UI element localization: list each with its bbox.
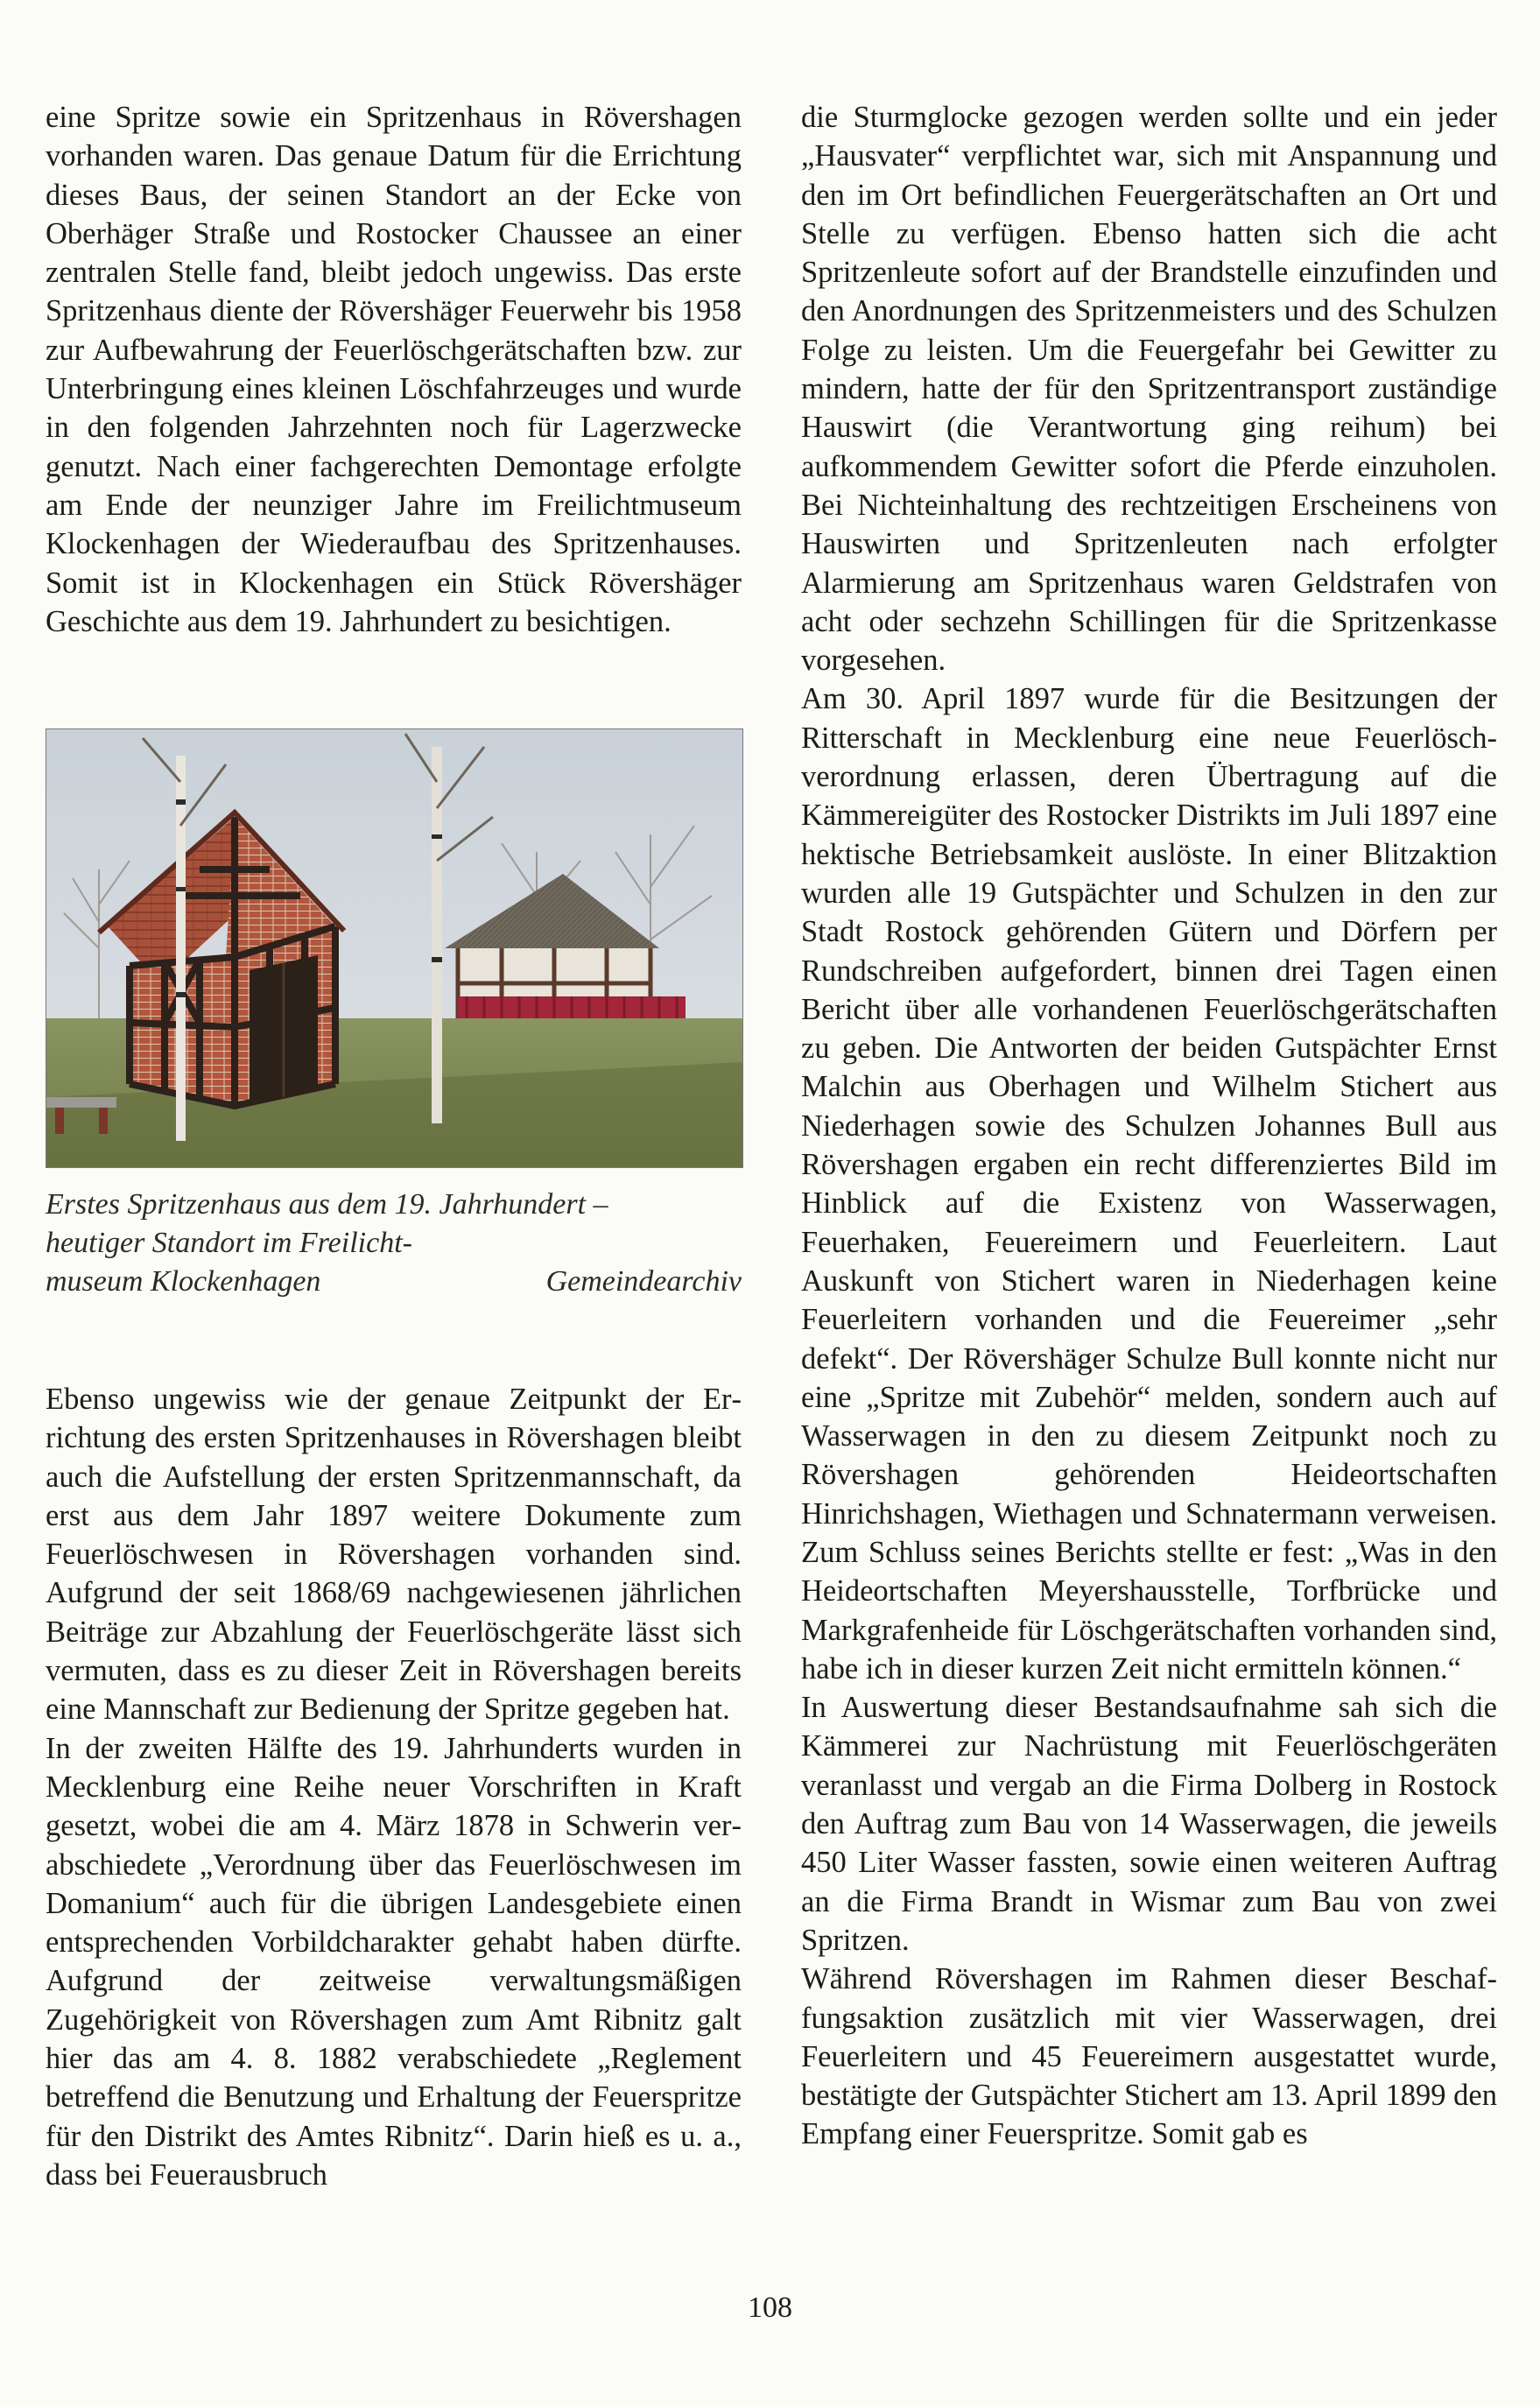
paragraph: eine Spritze sowie ein Spritzenhaus in Rövershagen vorhanden waren. Das genaue Datum für die Errichtung dieses Baus, der seinen Standort an der Ecke von Oberhäger Straße und Rostocker Chaussee an einer zentralen Stelle fand, bleibt jedoch ungewiss. Das erste Spritzenhaus diente der Rövershäger Feuerwehr bis 1958 zur Aufbewahrung der Feuerlöschgerätschaften bzw. zur Unterbringung eines kleinen Löschfahrzeuges und wurde in den folgenden Jahrzehnten noch für Lagerzwecke genutzt. Nach einer fachgerechten Demontage erfolgte am Ende der neunziger Jahre im Freilichtmuseum Klockenhagen der Wiederaufbau des Spritzenhauses. Somit ist in Klockenhagen ein Stück Rövershäger Geschichte aus dem 19. Jahrhundert zu besichtigen. <box>46 101 742 638</box>
paragraph: Am 30. April 1897 wurde für die Besitzungen der Ritterschaft in Mecklenburg eine neue Feuerlöschverordnung erlassen, deren Übertragung auf die Kämmereigüter des Rostocker Distrikts im Juli 1897 eine hektische Betriebsamkeit auslöste. In einer Blitzaktion wurden alle 19 Gutspächter und Schulzen in den zur Stadt Rostock gehörenden Gütern und Dörfern per Rundschreiben aufgefordert, binnen drei Tagen einen Bericht über alle vorhandenen Feuerlöschgerätschaften zu geben. Die Antworten der beiden Gutspächter Ernst Malchin aus Oberhagen und Wilhelm Stichert aus Niederhagen sowie des Schulzen Johannes Bull aus Rövershagen ergaben ein recht differenziertes Bild im Hinblick auf die Existenz von Wasserwagen, Feuerhaken, Feuereimern und Feuerleitern. Laut Auskunft von Stichert waren in Niederhagen keine Feuerleitern vorhanden und die Feuereimer „sehr defekt“. Der Rövershäger Schulze Bull konnte nicht nur eine „Spritze mit Zubehör“ melden, sondern auch auf Wasserwagen in den zu diesem Zeitpunkt noch zu Rövershagen gehörenden Heideortschaften Hinrichshagen, Wiethagen und Schnatermann verweisen. Zum Schluss seines Berichts stellte er fest: „Was in den Heideortschaften Meyershausstelle, Torfbrücke und Markgrafenheide für Löschgerätschaften vorhanden sind, habe ich in dieser kurzen Zeit nicht ermitteln können.“ <box>801 682 1497 1686</box>
caption-line: museum Klockenhagen <box>46 1265 321 1298</box>
page-number: 108 <box>748 2291 792 2324</box>
paragraph: Ebenso ungewiss wie der genaue Zeitpunkt der Errichtung des ersten Spritzenhauses in Rövershagen bleibt auch die Aufstellung der ersten Spritzenmannschaft, da erst aus dem Jahr 1897 weitere Dokumente zum Feuerlöschwesen in Rövershagen vorhanden sind. Aufgrund der seit 1868/69 nachgewiesenen jährlichen Beiträge zur Abzahlung der Feuerlöschgeräte lässt sich vermuten, dass es zu dieser Zeit in Rövershagen bereits eine Mannschaft zur Bedienung der Spritze gegeben hat. <box>46 1383 742 1727</box>
caption-line: heutiger Standort im Freilicht- <box>46 1227 412 1259</box>
paragraph: In Auswertung dieser Bestandsaufnahme sah sich die Kämmerei zur Nachrüstung mit Feuerlöschgeräten veranlasst und vergab an die Firma Dolberg in Rostock den Auftrag zum Bau von 14 Wasserwagen, die jeweils 450 Liter Wasser fassten, sowie einen weiteren Auftrag an die Firma Brandt in Wismar zum Bau von zwei Spritzen. <box>801 1691 1497 1957</box>
paragraph: Während Rövershagen im Rahmen dieser Beschaffungsaktion zusätzlich mit vier Wasserwagen, drei Feuerleitern und 45 Feuereimern ausgestattet wurde, bestätigte der Gutspächter Stichert am 13. April 1899 den Empfang einer Feuerspritze. Somit gab es <box>801 1962 1497 2151</box>
left-column-bottom <box>46 1380 742 2194</box>
paragraph: die Sturmglocke gezogen werden sollte und ein jeder „Hausvater“ verpflichtet war, sich mit Anspannung und den im Ort befindlichen Feuergerätschaften an Ort und Stelle zu verfügen. Ebenso hatten sich die acht Spritzenleute sofort auf der Brandstelle einzufinden und den Anordnungen des Spritzenmeisters und des Schulzen Folge zu leisten. Um die Feuergefahr bei Gewitter zu mindern, hatte der für den Spritzentransport zuständige Hauswirt (die Verantwortung ging reihum) bei aufkommendem Gewitter sofort die Pferde einzuholen. Bei Nichteinhaltung des rechtzeitigen Erscheinens von Hauswirten und Spritzenleuten nach erfolgter Alarmierung am Spritzenhaus waren Geldstrafen von acht oder sechzehn Schillingen für die Spritzenkasse vorgesehen. <box>801 101 1497 678</box>
left-column-top <box>46 98 742 641</box>
photo-credit: Gemeindearchiv <box>545 1265 742 1298</box>
caption-line: Erstes Spritzenhaus aus dem 19. Jahrhundert – <box>46 1188 608 1221</box>
photo-caption <box>46 1186 742 1301</box>
paragraph: In der zweiten Hälfte des 19. Jahrhunderts wurden in Mecklenburg eine Reihe neuer Vorschriften in Kraft gesetzt, wobei die am 4. März 1878 in Schwerin verabschiedete „Verordnung über das Feuerlöschwesen im Domanium“ auch für die übrigen Landesgebiete einen entsprechenden Vorbildcharakter gehabt haben dürfte. Aufgrund der zeitweise verwaltungsmäßigen Zugehörigkeit von Rövershagen zum Amt Ribnitz galt hier das am 4. 8. 1882 verabschiedete „Reglement betreffend die Benutzung und Erhaltung der Feuerspritze für den Distrikt des Amtes Ribnitz“. Darin hieß es u. a., dass bei Feuerausbruch <box>46 1731 742 2192</box>
photo-spritzenhaus <box>46 728 743 1168</box>
right-column <box>801 98 1497 2154</box>
photo-illustration <box>46 729 742 1167</box>
